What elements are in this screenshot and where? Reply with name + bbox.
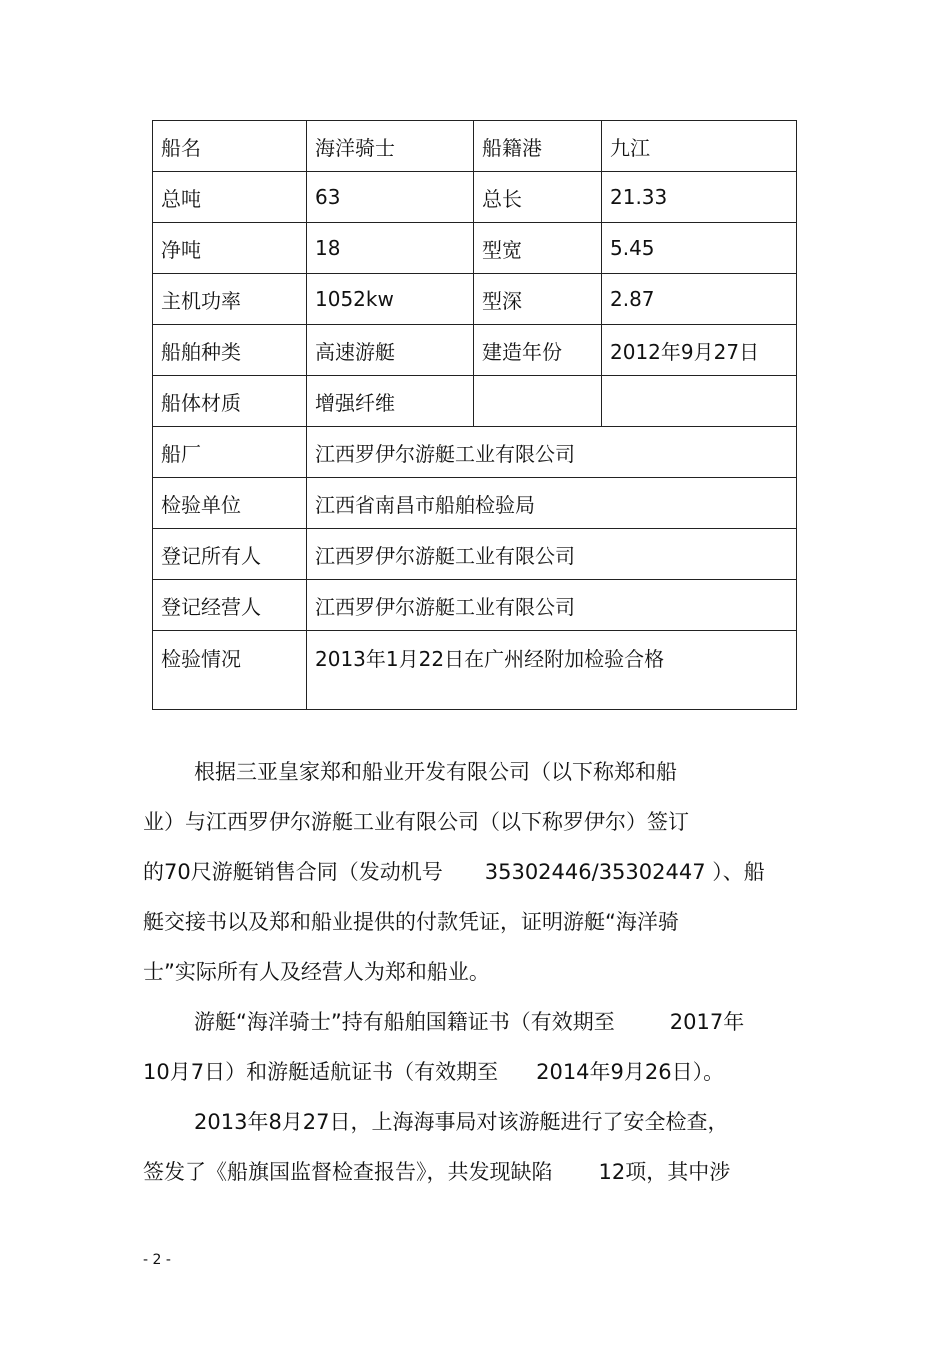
paragraph-line: 根据三亚皇家郑和船业开发有限公司（以下称郑和船 <box>194 760 677 784</box>
field-value: 增强纤维 <box>307 376 474 427</box>
table-row <box>153 376 797 427</box>
paragraph-text: 签发了《船旗国监督检查报告》，共发现缺陷 <box>143 1160 553 1184</box>
table-row <box>153 274 797 325</box>
table-row <box>153 580 797 631</box>
field-value: 5.45 <box>602 223 797 274</box>
field-label: 主机功率 <box>153 274 307 325</box>
field-value: 21.33 <box>602 172 797 223</box>
field-value: 建造年份 <box>474 325 602 376</box>
field-value: 2012年9月27日 <box>602 325 797 376</box>
field-value: 1052kw <box>307 274 474 325</box>
field-value: 2013年1月22日在广州经附加检验合格 <box>307 631 797 710</box>
table-row <box>153 172 797 223</box>
paragraph-line: 艇交接书以及郑和船业提供的付款凭证，证明游艇“海洋骑 <box>143 910 679 934</box>
table-row <box>153 529 797 580</box>
paragraph-text: 2014年9月26日）。 <box>536 1060 725 1084</box>
field-label: 检验情况 <box>153 631 307 710</box>
field-label: 船体材质 <box>153 376 307 427</box>
table-row <box>153 325 797 376</box>
field-value: 江西罗伊尔游艇工业有限公司 <box>307 427 797 478</box>
paragraph-line <box>143 1056 724 1086</box>
page-number: - 2 - <box>143 1252 171 1268</box>
field-value: 18 <box>307 223 474 274</box>
field-label: 登记所有人 <box>153 529 307 580</box>
field-value: 江西罗伊尔游艇工业有限公司 <box>307 529 797 580</box>
field-label: 船厂 <box>153 427 307 478</box>
field-value: 2.87 <box>602 274 797 325</box>
field-value: 江西罗伊尔游艇工业有限公司 <box>307 580 797 631</box>
paragraph-line: 业）与江西罗伊尔游艇工业有限公司（以下称罗伊尔）签订 <box>143 810 689 834</box>
paragraph-line <box>143 856 765 886</box>
field-value: 型深 <box>474 274 602 325</box>
field-value: 船籍港 <box>474 121 602 172</box>
field-label: 船名 <box>153 121 307 172</box>
table-row <box>153 223 797 274</box>
field-value: 海洋骑士 <box>307 121 474 172</box>
paragraph-line <box>143 1156 730 1186</box>
paragraph-text: 的70尺游艇销售合同（发动机号 <box>143 860 443 884</box>
table-row <box>153 631 797 710</box>
field-value: 九江 <box>602 121 797 172</box>
field-value <box>602 376 797 427</box>
paragraph-line: 2013年8月27日，上海海事局对该游艇进行了安全检查， <box>194 1110 729 1134</box>
table-row <box>153 121 797 172</box>
field-value: 高速游艇 <box>307 325 474 376</box>
paragraph-line: 士”实际所有人及经营人为郑和船业。 <box>143 960 490 984</box>
field-label: 总吨 <box>153 172 307 223</box>
paragraph-line <box>194 1006 744 1036</box>
field-value: 型宽 <box>474 223 602 274</box>
field-label: 登记经营人 <box>153 580 307 631</box>
field-value: 江西省南昌市船舶检验局 <box>307 478 797 529</box>
table-row <box>153 427 797 478</box>
field-label: 净吨 <box>153 223 307 274</box>
field-value <box>474 376 602 427</box>
table-row <box>153 478 797 529</box>
vessel-info-table <box>152 120 797 710</box>
field-value: 总长 <box>474 172 602 223</box>
paragraph-text: 10月7日）和游艇适航证书（有效期至 <box>143 1060 499 1084</box>
field-label: 船舶种类 <box>153 325 307 376</box>
paragraph-text: 35302446/35302447 ）、船 <box>484 860 765 884</box>
paragraph-text: 12项，其中涉 <box>598 1160 731 1184</box>
paragraph-text: 2017年 <box>669 1010 745 1034</box>
field-label: 检验单位 <box>153 478 307 529</box>
paragraph-text: 游艇“海洋骑士”持有船舶国籍证书（有效期至 <box>194 1010 615 1034</box>
field-value: 63 <box>307 172 474 223</box>
